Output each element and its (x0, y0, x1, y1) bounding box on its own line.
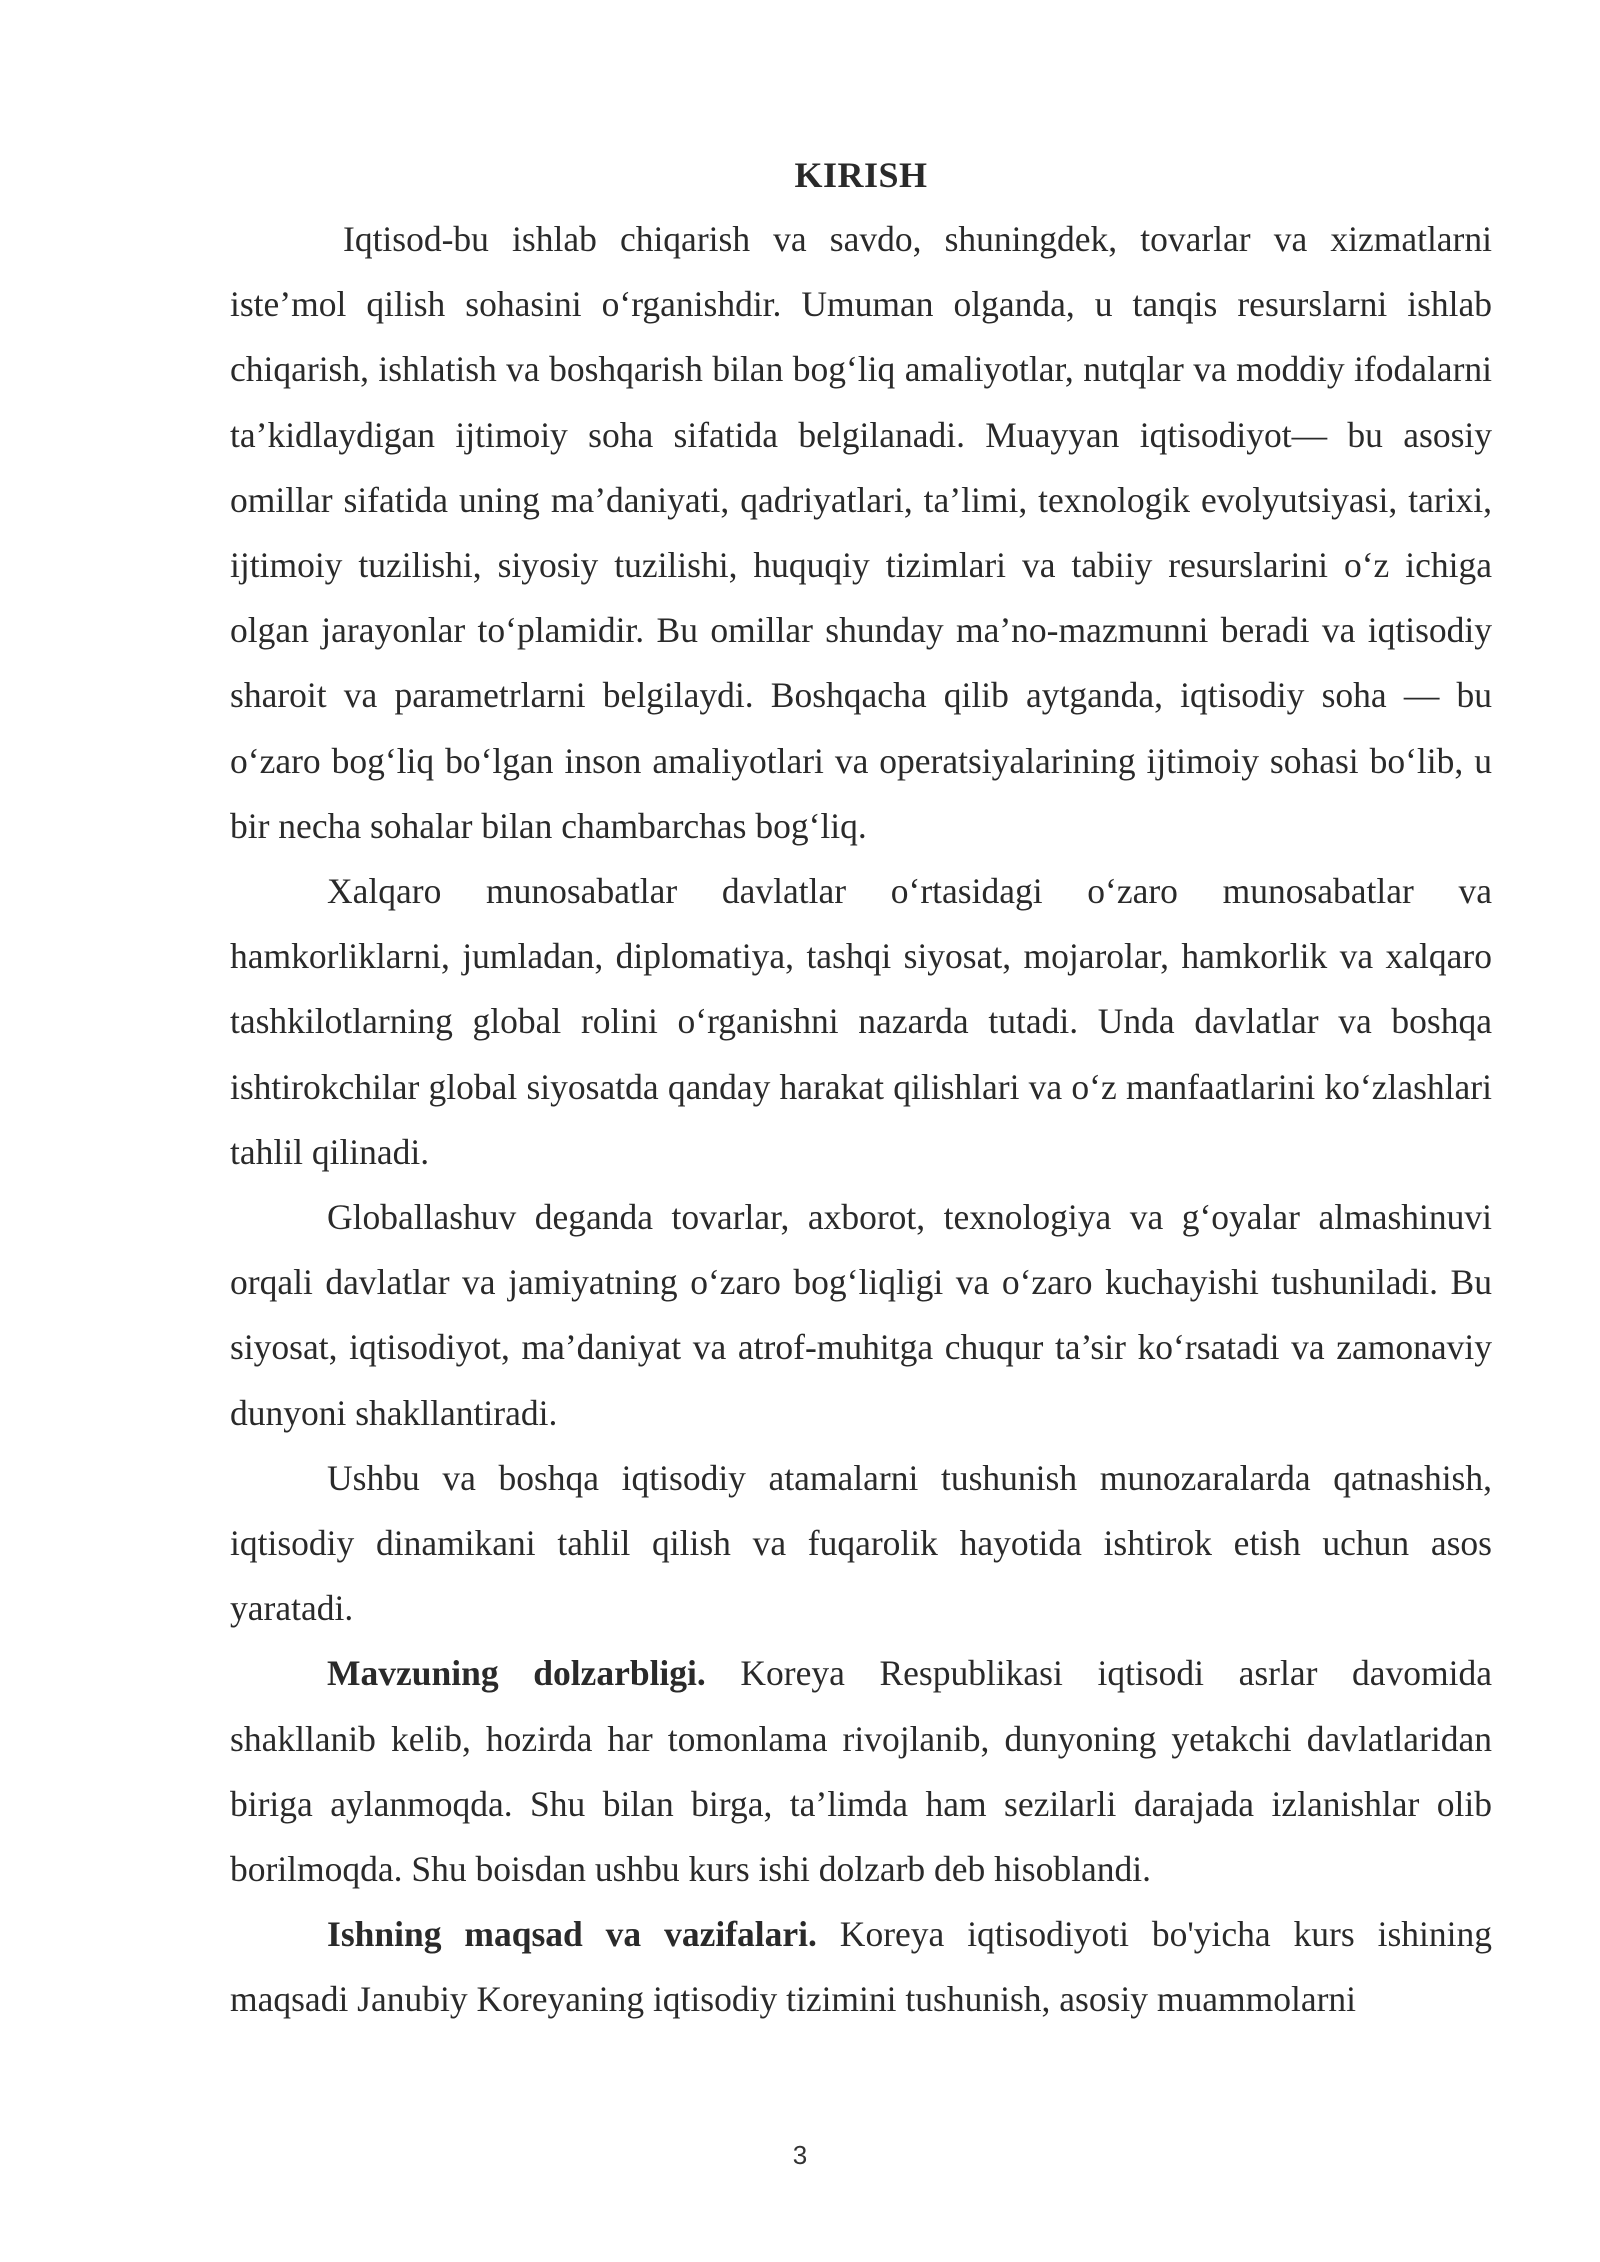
paragraph-understanding-terms (230, 1446, 1492, 1642)
paragraph-text: Ushbu va boshqa iqtisodiy atamalarni tushunish munozaralarda qatnashish, iqtisodiy dinamikani tahlil qilish va fuqarolik hayotida ishtirok etish uchun asos yaratadi. (230, 1457, 1492, 1629)
paragraph-text: Koreya Respublikasi iqtisodi asrlar davomida shakllanib kelib, hozirda har tomonlama rivojlanib, dunyoning yetakchi davlatlaridan biriga aylanmoqda. Shu bilan birga, ta’limda ham sezilarli darajada izlanishlar olib borilmoqda. Shu boisdan ushbu kurs ishi dolzarb deb hisoblandi. (230, 1653, 1492, 1890)
paragraph-text: Koreya iqtisodiyoti bo'yicha kurs ishining maqsadi Janubiy Koreyaning iqtisodiy tizimini tushunish, asosiy muammolarni (230, 1914, 1492, 2020)
paragraph-international-relations (230, 859, 1492, 1185)
paragraph-goals (230, 1902, 1492, 2032)
paragraph-lead: Mavzuning dolzarbligi. (327, 1653, 706, 1694)
paragraph-lead: Ishning maqsad va vazifalari. (327, 1914, 817, 1955)
paragraph-globalization (230, 1185, 1492, 1446)
paragraph-text: Globallashuv deganda tovarlar, axborot, texnologiya va g‘oyalar almashinuvi orqali davlatlar va jamiyatning o‘zaro bog‘liqligi va o‘zaro kuchayishi tushuniladi. Bu siyosat, iqtisodiyot, ma’daniyat va atrof-muhitga chuqur ta’sir ko‘rsatadi va zamonaviy dunyoni shakllantiradi. (230, 1197, 1492, 1433)
paragraph-text: Xalqaro munosabatlar davlatlar o‘rtasidagi o‘zaro munosabatlar va hamkorliklarni, jumladan, diplomatiya, tashqi siyosat, mojarolar, hamkorlik va xalqaro tashkilotlarning global rolini o‘rganishni nazarda tutadi. Unda davlatlar va boshqa ishtirokchilar global siyosatda qanday harakat qilishlari va o‘z manfaatlarini ko‘zlashlari tahlil qilinadi. (230, 871, 1492, 1172)
section-heading: KIRISH (794, 155, 928, 195)
page-number: 3 (792, 2140, 808, 2170)
paragraph-relevance (230, 1641, 1492, 1902)
paragraph-text: Iqtisod-bu ishlab chiqarish va savdo, shuningdek, tovarlar va xizmatlarni iste’mol qilish sohasini o‘rganishdir. Umuman olganda, u tanqis resurslarni ishlab chiqarish, ishlatish va boshqarish bilan bog‘liq amaliyotlar, nutqlar va moddiy ifodalarni ta’kidlaydigan ijtimoiy soha sifatida belgilanadi. Muayyan iqtisodiyot— bu asosiy omillar sifatida uning ma’daniyati, qadriyatlari, ta’limi, texnologik evolyutsiyasi, tarixi, ijtimoiy tuzilishi, siyosiy tuzilishi, huquqiy tizimlari va tabiiy resurslarini o‘z ichiga olgan jarayonlar to‘plamidir. Bu omillar shunday ma’no-mazmunni beradi va iqtisodiy sharoit va parametrlarni belgilaydi. Boshqacha qilib aytganda, iqtisodiy soha — bu o‘zaro bog‘liq bo‘lgan inson amaliyotlari va operatsiyalarining ijtimoiy sohasi bo‘lib, u bir necha sohalar bilan chambarchas bog‘liq. (230, 219, 1492, 846)
paragraph-economics (230, 207, 1492, 859)
document-page (230, 145, 1492, 2033)
